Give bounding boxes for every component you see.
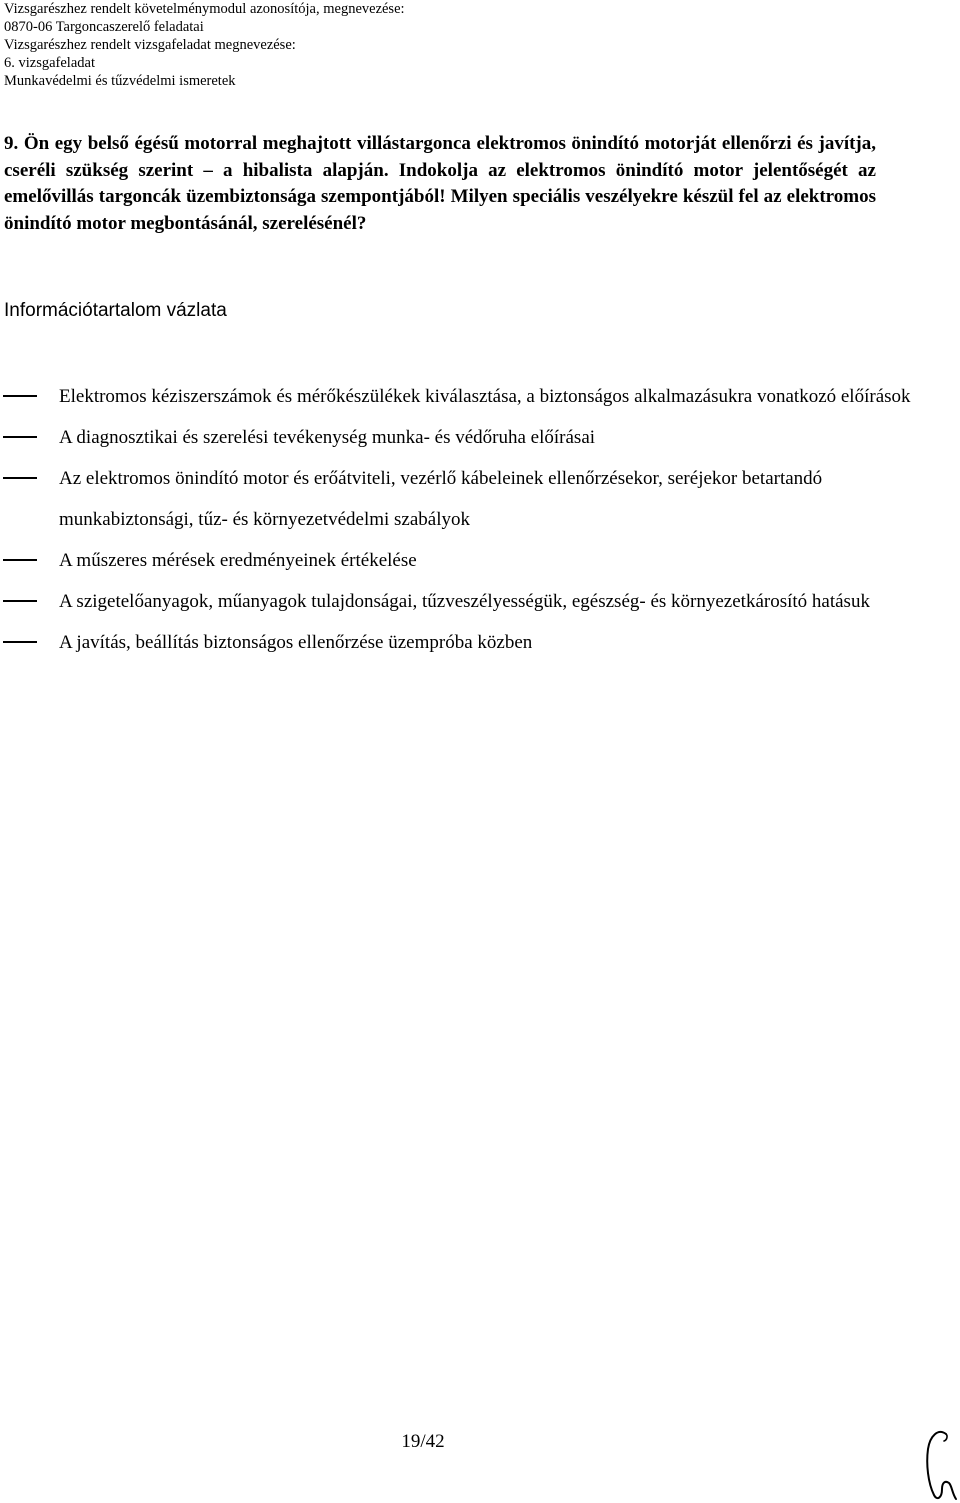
dash-bullet-icon <box>3 436 37 438</box>
header-line-task-number: 6. vizsgafeladat <box>4 55 95 71</box>
header-line-task-label: Vizsgarészhez rendelt vizsgafeladat megnevezése: <box>4 37 296 53</box>
list-item <box>0 417 930 458</box>
page-number: 19/42 <box>401 1431 445 1452</box>
list-item-text: Az elektromos önindító motor és erőátviteli, vezérlő kábeleinek ellenőrzésekor, seréjekor betartandó munkabiztonsági, tűz- és környezetvédelmi szabályok <box>59 468 823 530</box>
list-item <box>0 458 930 540</box>
header-line-module-label: Vizsgarészhez rendelt követelménymodul azonosítója, megnevezése: <box>4 1 405 17</box>
content-outline-list <box>0 376 930 663</box>
dash-bullet-icon <box>3 641 37 643</box>
task-question: 9. Ön egy belső égésű motorral meghajtott villástargonca elektromos önindító motorját ellenőrzi és javítja, cseréli szükség szerint – a hibalista alapján. Indokolja az elektromos önindító motor jelentőségét az emelővillás targoncák üzembiztonsága szempontjából! Milyen speciális veszélyekre készül fel az elektromos önindító motor megbontásánál, szerelésénél? <box>4 133 876 234</box>
dash-bullet-icon <box>3 477 37 479</box>
header-line-task-name: Munkavédelmi és tűzvédelmi ismeretek <box>4 73 236 89</box>
list-item <box>0 540 930 581</box>
list-item <box>0 581 930 622</box>
list-item-text: A szigetelőanyagok, műanyagok tulajdonságai, tűzveszélyességük, egészség- és környezetkárosító hatásuk <box>59 591 870 612</box>
section-title: Információtartalom vázlata <box>4 300 227 321</box>
list-item-text: A műszeres mérések eredményeinek értékelése <box>59 550 417 571</box>
list-item <box>0 376 930 417</box>
dash-bullet-icon <box>3 600 37 602</box>
list-item-text: A diagnosztikai és szerelési tevékenység munka- és védőruha előírásai <box>59 427 596 448</box>
dash-bullet-icon <box>3 559 37 561</box>
header-line-module-name: 0870-06 Targoncaszerelő feladatai <box>4 19 204 35</box>
list-item <box>0 622 930 663</box>
handwritten-signature <box>918 1425 958 1503</box>
dash-bullet-icon <box>3 395 37 397</box>
list-item-text: Elektromos kéziszerszámok és mérőkészülékek kiválasztása, a biztonságos alkalmazásukra vonatkozó előírások <box>59 386 911 407</box>
document-header <box>4 0 944 90</box>
list-item-text: A javítás, beállítás biztonságos ellenőrzése üzempróba közben <box>59 632 533 653</box>
